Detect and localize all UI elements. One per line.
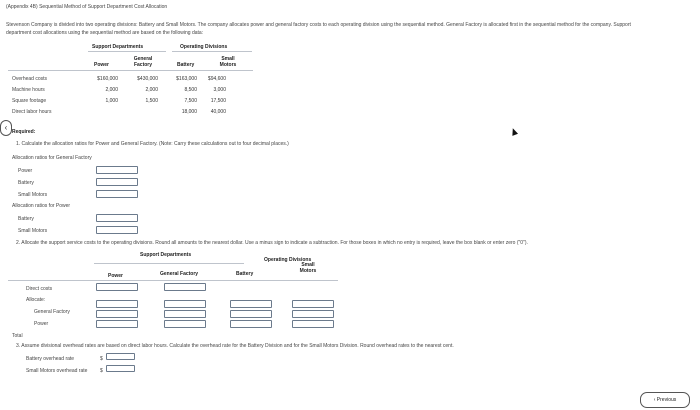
q2-col-power: Power xyxy=(108,273,124,279)
question-3: 3. Assume divisional overhead rates are based on direct labor hours. Calculate the overhead rate for the Battery Division and for the Small Motors Division. Round overhead rates to the nearest cent. xyxy=(16,343,454,349)
question-2: 2. Allocate the support service costs to the operating divisions. Round all amounts to the nearest dollar. Use a minus sign to indicate a subtraction. For those boxes in which no entry is required, leave the box blank or enter zero ("0"). xyxy=(16,240,528,246)
q2-support-header: Support Departments xyxy=(140,252,192,258)
q2-small-motors-input-3[interactable] xyxy=(292,320,334,328)
q2-power-input-3[interactable] xyxy=(96,320,138,328)
q2-direct-gf-input[interactable] xyxy=(164,283,206,291)
row-label-machine-hours: Machine hours xyxy=(12,87,45,93)
support-departments-header: Support Departments xyxy=(92,44,144,50)
q2-power-input-2[interactable] xyxy=(96,310,138,318)
cell: $163,000 xyxy=(176,76,197,82)
q2-small-motors-input-2[interactable] xyxy=(292,310,334,318)
q2-gf-input-2[interactable] xyxy=(164,310,206,318)
required-heading: Required: xyxy=(12,129,36,135)
q2-power-input-1[interactable] xyxy=(96,300,138,308)
power-ratio-small-motors-input[interactable] xyxy=(96,226,138,234)
gf-ratio-label-small-motors: Small Motors xyxy=(18,192,48,198)
row-label-overhead: Overhead costs xyxy=(12,76,48,82)
cell: 8,500 xyxy=(184,87,197,93)
row-label-square-footage: Square footage xyxy=(12,98,47,104)
gf-ratio-small-motors-input[interactable] xyxy=(96,190,138,198)
battery-rate-prefix: $ xyxy=(100,356,103,362)
q2-battery-input-3[interactable] xyxy=(230,320,272,328)
gf-ratio-battery-input[interactable] xyxy=(96,178,138,186)
cell: 2,000 xyxy=(145,87,158,93)
col-general-factory: General Factory xyxy=(133,56,153,68)
gf-ratios-header: Allocation ratios for General Factory xyxy=(12,155,92,161)
q2-col-small-motors: Small Motors xyxy=(299,262,317,274)
gf-ratio-label-power: Power xyxy=(18,168,33,174)
nav-left-button[interactable]: ‹ xyxy=(0,120,12,136)
gf-ratio-label-battery: Battery xyxy=(18,180,34,186)
cell: 1,500 xyxy=(145,98,158,104)
col-battery: Battery xyxy=(177,62,195,68)
cell: 18,000 xyxy=(181,109,197,115)
operating-divisions-header: Operating Divisions xyxy=(180,44,228,50)
q2-gf-input-3[interactable] xyxy=(164,320,206,328)
mouse-cursor-icon xyxy=(510,127,518,136)
cell: $430,000 xyxy=(137,76,158,82)
q2-row-direct-costs: Direct costs xyxy=(26,286,53,292)
cell: 17,500 xyxy=(210,98,226,104)
q2-col-battery: Battery xyxy=(236,271,254,277)
small-motors-rate-prefix: $ xyxy=(100,368,103,374)
q2-gf-input-1[interactable] xyxy=(164,300,206,308)
cell: 7,500 xyxy=(184,98,197,104)
q2-row-general-factory: General Factory xyxy=(34,309,70,315)
q2-operating-header: Operating Divisions xyxy=(264,257,312,263)
small-motors-rate-input[interactable] xyxy=(106,365,135,372)
power-ratio-battery-input[interactable] xyxy=(96,214,138,222)
cell: 1,000 xyxy=(105,98,118,104)
q2-row-total: Total xyxy=(12,333,23,339)
cell: 2,000 xyxy=(105,87,118,93)
col-power: Power xyxy=(94,62,110,68)
q2-row-allocate: Allocate: xyxy=(26,297,46,303)
question-1: 1. Calculate the allocation ratios for Power and General Factory. (Note: Carry these calculations out to four decimal places.) xyxy=(16,141,289,147)
intro-text-line2: department cost allocations using the sequential method are based on the following data: xyxy=(6,30,204,36)
cell: 3,000 xyxy=(213,87,226,93)
cell: $160,000 xyxy=(97,76,118,82)
intro-text-line1: Stevenson Company is divided into two operating divisions: Battery and Small Motors. The company allocates power and general factory costs to each operating division using the sequential method. General Factory is allocated first in the sequential method for the company. Support xyxy=(6,22,631,28)
q2-col-general-factory: General Factory xyxy=(160,271,199,277)
col-small-motors: Small Motors xyxy=(219,56,237,68)
gf-ratio-power-input[interactable] xyxy=(96,166,138,174)
q2-small-motors-input-1[interactable] xyxy=(292,300,334,308)
previous-button[interactable] xyxy=(640,392,690,408)
power-ratio-label-battery: Battery xyxy=(18,216,34,222)
power-ratio-label-small-motors: Small Motors xyxy=(18,228,48,234)
battery-rate-input[interactable] xyxy=(106,353,135,360)
previous-label: Previous xyxy=(656,397,677,403)
small-motors-rate-label: Small Motors overhead rate xyxy=(26,368,88,374)
q2-battery-input-1[interactable] xyxy=(230,300,272,308)
battery-rate-label: Battery overhead rate xyxy=(26,356,75,362)
q2-battery-input-2[interactable] xyxy=(230,310,272,318)
cell: 40,000 xyxy=(210,109,226,115)
cell: $94,600 xyxy=(207,76,226,82)
row-label-direct-labor: Direct labor hours xyxy=(12,109,52,115)
chevron-left-icon: ‹ xyxy=(653,397,657,403)
page-title: (Appendix 4B) Sequential Method of Support Department Cost Allocation xyxy=(6,4,168,10)
q2-direct-power-input[interactable] xyxy=(96,283,138,291)
power-ratios-header: Allocation ratios for Power xyxy=(12,203,71,209)
q2-row-power: Power xyxy=(34,321,49,327)
